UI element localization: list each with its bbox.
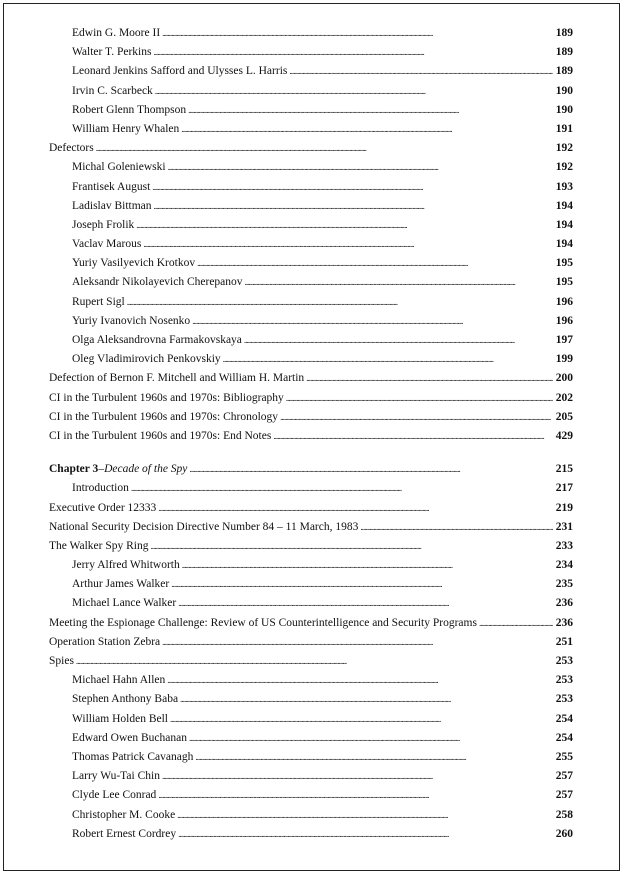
dot-leader — [158, 499, 553, 518]
toc-entry[interactable] — [49, 293, 573, 312]
dot-leader — [155, 82, 553, 101]
entry-title: Spies — [49, 655, 74, 667]
chapter-separator: – — [98, 463, 105, 476]
page-number: 192 — [555, 161, 573, 174]
entry-title: Olga Aleksandrovna Farmakovskaya — [72, 334, 242, 346]
dot-leader — [162, 633, 553, 652]
page-number: 200 — [555, 372, 573, 385]
page-number: 197 — [555, 334, 573, 346]
toc-entry[interactable] — [49, 139, 573, 158]
toc-entry[interactable] — [49, 178, 573, 197]
entry-title: Rupert Sigl — [72, 295, 125, 308]
entry-title: Joseph Frolik — [72, 218, 135, 231]
toc-entry[interactable] — [49, 518, 573, 537]
page-number: 254 — [555, 712, 573, 725]
entry-title: Defection of Bernon F. Mitchell and William H. Martin — [49, 372, 305, 385]
page-number: 202 — [555, 391, 573, 404]
entry-title: Robert Ernest Cordrey — [72, 827, 177, 840]
dot-leader — [158, 786, 553, 805]
entry-title: Stephen Anthony Baba — [72, 693, 179, 706]
page-number: 253 — [555, 693, 573, 706]
entry-title: CI in the Turbulent 1960s and 1970s: Bibliography — [49, 391, 284, 404]
page-number: 254 — [555, 731, 573, 744]
dot-leader — [178, 825, 553, 844]
dot-leader — [167, 671, 553, 690]
entry-title: Larry Wu-Tai Chin — [72, 770, 160, 783]
entry-title: William Holden Bell — [72, 712, 168, 725]
dot-leader — [280, 408, 553, 427]
page-number: 194 — [555, 199, 573, 212]
page-number: 215 — [555, 463, 573, 476]
entry-title: Jerry Alfred Whitworth — [72, 559, 180, 572]
page-number: 255 — [555, 750, 573, 763]
entry-title: Edwin G. Moore II — [72, 27, 161, 39]
toc-entry[interactable] — [49, 786, 573, 805]
dot-leader — [195, 748, 553, 767]
chapter-label: Chapter 3 — [49, 463, 99, 476]
toc-entry[interactable] — [49, 82, 573, 101]
dot-leader — [244, 331, 553, 350]
page-number: 233 — [555, 539, 573, 552]
dot-leader — [150, 537, 553, 556]
toc-entry[interactable] — [49, 575, 573, 594]
entry-title: CI in the Turbulent 1960s and 1970s: Chronology — [49, 410, 279, 423]
toc-entry[interactable] — [49, 331, 573, 350]
entry-title: Arthur James Walker — [72, 578, 170, 591]
page-number: 195 — [555, 276, 573, 289]
page-number: 194 — [555, 218, 573, 231]
dot-leader — [360, 518, 553, 537]
page-number: 195 — [555, 257, 573, 270]
entry-title: CI in the Turbulent 1960s and 1970s: End Notes — [49, 429, 272, 442]
toc-entry[interactable] — [49, 537, 573, 556]
entry-title: Aleksandr Nikolayevich Cherepanov — [72, 276, 243, 289]
page-number: 231 — [555, 520, 573, 533]
entry-title: Clyde Lee Conrad — [72, 789, 157, 802]
entry-title: Irvin C. Scarbeck — [72, 84, 153, 97]
toc-entry[interactable] — [49, 389, 573, 408]
toc-entry[interactable] — [49, 690, 573, 709]
entry-title: Executive Order 12333 — [49, 501, 157, 514]
toc-entry[interactable] — [49, 235, 573, 254]
entry-title: Meeting the Espionage Challenge: Review of US Counterintelligence and Security Programs — [49, 616, 477, 629]
page-number: 193 — [555, 180, 573, 193]
entry-title: Robert Glenn Thompson — [72, 103, 187, 116]
toc-entry[interactable] — [49, 652, 573, 671]
page-number: 189 — [555, 27, 573, 39]
page-number: 199 — [555, 353, 573, 366]
entry-title: Christopher M. Cooke — [72, 808, 176, 821]
entry-title: Frantisek August — [72, 180, 151, 193]
toc-section-chapter-3 — [49, 479, 573, 844]
dot-leader — [127, 293, 553, 312]
page-number: 217 — [555, 482, 573, 495]
page-number: 257 — [555, 789, 573, 802]
page-number: 257 — [555, 770, 573, 783]
dot-leader — [181, 120, 553, 139]
page-number: 253 — [555, 655, 573, 667]
dot-leader — [180, 690, 553, 709]
entry-title: Michael Hahn Allen — [72, 674, 166, 687]
page-number: 429 — [555, 429, 573, 442]
dot-leader — [177, 806, 553, 825]
toc-entry[interactable] — [49, 312, 573, 331]
toc-entry[interactable] — [49, 43, 573, 62]
dot-leader — [479, 614, 553, 633]
dot-leader — [273, 427, 553, 446]
toc-entry[interactable] — [49, 556, 573, 575]
entry-title: Edward Owen Buchanan — [72, 731, 187, 744]
page-number: 196 — [555, 314, 573, 327]
page-number: 190 — [555, 103, 573, 116]
chapter-gap — [49, 446, 573, 460]
entry-title: Michal Goleniewski — [72, 161, 166, 174]
entry-title: Vaclav Marous — [72, 238, 142, 251]
toc-entry[interactable] — [49, 369, 573, 388]
dot-leader — [162, 24, 553, 43]
toc-entry[interactable] — [49, 671, 573, 690]
entry-title: Defectors — [49, 142, 94, 155]
toc-entry[interactable] — [49, 101, 573, 120]
dot-leader — [189, 729, 553, 748]
dot-leader — [170, 710, 553, 729]
page-number: 253 — [555, 674, 573, 687]
dot-leader — [182, 556, 553, 575]
dot-leader — [223, 350, 553, 369]
toc-entry[interactable] — [49, 216, 573, 235]
entry-title: Yuriy Vasilyevich Krotkov — [72, 257, 196, 270]
page-number: 205 — [555, 410, 573, 423]
toc-entry[interactable] — [49, 767, 573, 786]
dot-leader — [171, 575, 553, 594]
entry-title: Introduction — [72, 482, 129, 495]
table-of-contents — [49, 24, 573, 844]
dot-leader — [197, 254, 553, 273]
toc-entry[interactable] — [49, 614, 573, 633]
toc-entry[interactable] — [49, 408, 573, 427]
chapter-subtitle: Decade of the Spy — [104, 463, 188, 476]
toc-entry[interactable] — [49, 158, 573, 177]
entry-title: The Walker Spy Ring — [49, 539, 149, 552]
dot-leader — [131, 479, 553, 498]
page-number: 190 — [555, 84, 573, 97]
page-number: 234 — [555, 559, 573, 572]
toc-entry[interactable] — [49, 729, 573, 748]
dot-leader — [188, 101, 553, 120]
toc-entry[interactable] — [49, 748, 573, 767]
dot-leader — [162, 767, 553, 786]
dot-leader — [178, 594, 553, 613]
page-number: 258 — [555, 808, 573, 821]
dot-leader — [289, 62, 553, 81]
dot-leader — [153, 43, 553, 62]
page-number: 251 — [555, 635, 573, 648]
entry-title: William Henry Whalen — [72, 122, 180, 135]
entry-title: National Security Decision Directive Number 84 – 11 March, 1983 — [49, 520, 359, 533]
toc-entry[interactable] — [49, 62, 573, 81]
page-number: 194 — [555, 238, 573, 251]
toc-section-chapter-2-continued — [49, 24, 573, 446]
dot-leader — [286, 389, 553, 408]
dot-leader — [143, 235, 553, 254]
dot-leader — [154, 197, 553, 216]
toc-entry[interactable] — [49, 499, 573, 518]
toc-entry[interactable] — [49, 479, 573, 498]
page-number: 235 — [555, 578, 573, 591]
dot-leader — [96, 139, 553, 158]
entry-title: Operation Station Zebra — [49, 635, 161, 648]
toc-entry[interactable] — [49, 273, 573, 292]
page-number: 189 — [555, 65, 573, 78]
entry-title: Oleg Vladimirovich Penkovskiy — [72, 353, 221, 366]
page-number: 236 — [555, 616, 573, 629]
page-number: 219 — [555, 501, 573, 514]
page-number: 192 — [555, 142, 573, 155]
dot-leader — [76, 652, 553, 671]
page-number: 236 — [555, 597, 573, 610]
toc-entry[interactable] — [49, 24, 573, 43]
dot-leader — [306, 369, 553, 388]
entry-title: Ladislav Bittman — [72, 199, 152, 212]
entry-title: Yuriy Ivanovich Nosenko — [72, 314, 191, 327]
dot-leader — [189, 460, 553, 479]
toc-entry[interactable] — [49, 350, 573, 369]
page-number: 191 — [555, 122, 573, 135]
toc-entry[interactable] — [49, 594, 573, 613]
entry-title: Thomas Patrick Cavanagh — [72, 750, 194, 763]
toc-entry[interactable] — [49, 825, 573, 844]
toc-entry[interactable] — [49, 710, 573, 729]
toc-entry[interactable] — [49, 254, 573, 273]
toc-chapter-heading[interactable] — [49, 460, 573, 479]
dot-leader — [136, 216, 553, 235]
dot-leader — [152, 178, 553, 197]
entry-title: Leonard Jenkins Safford and Ulysses L. Harris — [72, 65, 288, 78]
toc-entry[interactable] — [49, 806, 573, 825]
dot-leader — [192, 312, 553, 331]
page-number: 260 — [555, 827, 573, 840]
page-number: 196 — [555, 295, 573, 308]
page-number: 189 — [555, 46, 573, 59]
chapter-title — [49, 460, 187, 479]
toc-entry[interactable] — [49, 197, 573, 216]
entry-title: Walter T. Perkins — [72, 46, 152, 59]
dot-leader — [245, 273, 553, 292]
toc-entry[interactable] — [49, 120, 573, 139]
dot-leader — [168, 158, 553, 177]
toc-entry[interactable] — [49, 633, 573, 652]
entry-title: Michael Lance Walker — [72, 597, 177, 610]
toc-entry[interactable] — [49, 427, 573, 446]
